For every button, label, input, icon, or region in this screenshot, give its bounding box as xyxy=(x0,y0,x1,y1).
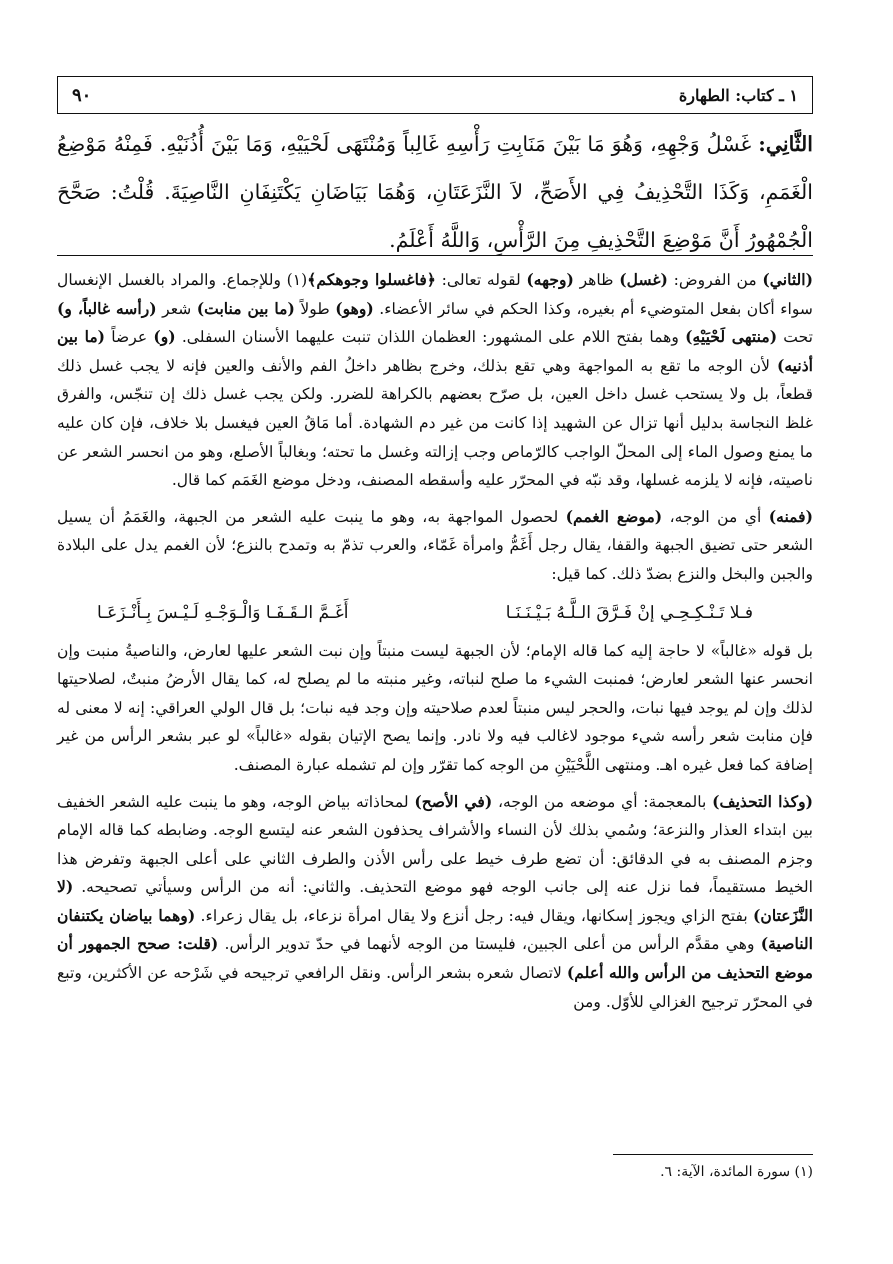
bold-term: (رأسه غالباً، و) xyxy=(57,298,157,318)
bold-term: (وجهه) xyxy=(526,270,574,289)
bold-term: (وهو) xyxy=(335,298,374,318)
poem-verse xyxy=(57,597,813,629)
bold-term: (فمنه) xyxy=(768,506,813,526)
bold-term: (و) xyxy=(153,327,176,347)
commentary-paragraph-3: بل قوله «غالباً» لا حاجة إليه كما قاله الإمام؛ لأن الجبهة ليست منبتاً وإن نبت الشعر عليها لعارض، والناصيةُ منبت وإن انحسر عنها الشعر لعارض؛ فمنبت الشيء ما صلح لنباته، وغير منبته ما لم يصلح له، كما يقال الأرضُ منبتٌ، لصلاحيتها لذلك وإن لم يوجد فيها نبات، والحجر ليس منبتاً لعدم صلاحيته وإن وجد فيه نبات؛ بل قال الولي العراقي: إنه لا معنى له فإن منابت شعر رأسه شيء موجود لاغالب فيه ولا نادر. وإنما يصح الإتيان بقوله «غالباً» لو عبر بشعر الرأس من غير إضافة كما فعل غيره اهـ. ومنتهى اللَّحْيَيْنِ من الوجه كما تقرّر وإن لم تشمله عبارة المصنف. xyxy=(57,641,813,774)
text-run: من الفروض: xyxy=(667,271,763,289)
commentary-paragraph-4 xyxy=(57,788,813,1017)
text-run: وهما بفتح اللام على المشهور: العظمان اللذان تنبت عليهما الأسنان السفلى. xyxy=(175,328,686,347)
text-run: تحت xyxy=(777,328,813,347)
text-run: بفتح الزاي ويجوز إسكانها، ويقال فيه: رجل أنزع ولا يقال امرأة نزعاء، بل يقال زعراء. xyxy=(195,906,754,925)
bold-term: (موضع الغمم) xyxy=(565,506,663,526)
bold-term: (في الأصح) xyxy=(414,791,493,811)
bold-term: (قلت: صحح الجمهور أن موضع التحذيف من الرأس والله أعلم) xyxy=(57,934,813,983)
bold-term: (وهما بياضان يكتنفان الناصية) xyxy=(57,905,813,954)
page-header xyxy=(57,76,813,114)
matn-label: الثَّانِي: xyxy=(758,132,813,156)
text-run: لاتصال شعره بشعر الرأس. ونقل الرافعي ترجيحه في شَرْحه عن الأكثرين، وتبع في المحرّر ترجيح الغزالي للأوّل. ومن xyxy=(57,964,813,1011)
bold-term: (ما بين منابت) xyxy=(196,298,295,318)
text-run: لمحاذاته بياض الوجه، وهو ما ينبت عليه الشعر الخفيف بين ابتداء العذار والنزعة؛ وسُمي بذلك لأن النساء والأشراف يحذفون الشعر عنه ليتسع الوجه. وضابطه كما قاله الإمام وجزم المصنف به في الدقائق: أن تضع طرف خيط على رأس الأذن والطرف الثاني على أعلى الجبهة وتفرض هذا الخيط مستقيماً، فما نزل عنه إلى جانب الوجه فهو موضع التحذيف. والثاني: أنه من الرأس وسيأتي تصحيحه. xyxy=(57,792,813,897)
bold-term: (غسل) xyxy=(619,270,668,289)
chapter-title: ١ ـ كتاب: الطهارة xyxy=(678,85,798,105)
quran-verse: ﴿فاغسلوا وجوهكم﴾ xyxy=(307,270,436,289)
footnote: (١) سورة المائدة، الآية: ٦. xyxy=(660,1164,813,1180)
page-number: ٩٠ xyxy=(72,84,92,106)
text-run: طولاً xyxy=(294,299,336,318)
bold-term: (لا النَّزَعتان) xyxy=(57,877,813,925)
commentary-paragraph-2 xyxy=(57,503,813,589)
poem-first-hemistich: فـلا تَـنْـكِـحِـي إنْ فَـرَّقَ الـلَّـهُ بَـيْـنَـنَـا xyxy=(505,602,753,623)
matn-body: غَسْلُ وَجْهِهِ، وَهُوَ مَا بَيْنَ مَنَابِتِ رَأْسِهِ غَالِباً وَمُنْتَهَى لَحْيَيْهِ، وَمَا بَيْنَ أُذُنَيْهِ. فَمِنْهُ مَوْضِعُ الْغَمَمِ، وَكَذَا التَّحْذِيفُ فِي الأَصَحِّ، لاَ النَّزَعَتَانِ، وَهُمَا بَيَاضَانِ يَكْتَنِفَانِ النَّاصِيَةَ. قُلْتُ: صَحَّحَ الْجُمْهُورُ أَنَّ مَوْضِعَ التَّحْذِيفِ مِنَ الرَّأْسِ، وَاللَّهُ أَعْلَمُ. xyxy=(57,132,813,252)
text-run: وهي مقدَّم الرأس من أعلى الجبين، فليستا من الوجه لأنهما في حدّ تدوير الرأس. xyxy=(218,935,761,954)
commentary-paragraph-1 xyxy=(57,266,813,495)
matn-text xyxy=(57,120,813,264)
section-divider xyxy=(57,255,813,256)
text-run: لقوله تعالى: xyxy=(435,271,527,289)
text-run: بالمعجمة: أي موضعه من الوجه، xyxy=(492,792,713,811)
bold-term: (الثاني) xyxy=(762,270,814,289)
bold-term: (ما بين أذنيه) xyxy=(57,327,813,375)
text-run: أي من الوجه، xyxy=(662,507,769,526)
bold-term: (وكذا التحذيف) xyxy=(712,791,813,811)
text-run: لأن الوجه ما تقع به المواجهة وهي تقع بذلك، وخرج بظاهر داخلُ الفم والأنف والعين فإنه لا يجب غسل ذلك قطعاً، بل ولا يستحب غسل داخل العين، بل صرّح بعضهم بالكراهة للضرر. ولكن يجب غسل ذلك إن تنجّس، والفرق غلظ النجاسة بدليل أنها تزال عن الشهيد إذا كانت من غير دم الشهادة. أما مَاقُ العين فيغسل بلا خلاف، فإن كان عليه ما يمنع وصول الماء إلى المحلّ الواجب كالرّماص وجب إزالته وغسل ما تحته؛ وبغالباً الأصلع، وهو من انحسر الشعر عن ناصيته، فإنه لا يلزمه غسلها، وقد نبّه في المحرّر عليه وأسقطه المصنف، ودخل موضع الغَمَم كما قال. xyxy=(57,356,813,490)
bold-term: (منتهى لَحْيَيْهِ) xyxy=(685,327,778,347)
footnote-divider xyxy=(613,1154,813,1155)
text-run: (١) وللإجماع. والمراد بالغسل الإنغسال سواء أكان بفعل المتوضيء أم بغيره، وكذا الحكم في سائر الأعضاء. xyxy=(57,271,814,318)
poem-second-hemistich: أَغَـمَّ الـقَـفَـا وَالْـوَجْـهِ لَـيْـسَ بِـأَنْـزَعَـا xyxy=(97,602,349,623)
commentary xyxy=(57,266,813,1024)
text-run: ظاهر xyxy=(573,271,620,289)
text-run: عرضاً xyxy=(105,328,154,347)
text-run: لحصول المواجهة به، وهو ما ينبت عليه الشعر من الجبهة، والغَمَمُ أن يسيل الشعر حتى تضيق الجبهة والقفا، يقال رجل أَغَمُّ وامرأة غَمّاء، والعرب تذمّ به وتمدح بالنزع؛ لأن الغمم يدل على البلادة والجبن والبخل والنزع بضدّ ذلك. كما قيل: xyxy=(57,507,813,583)
text-run: شعر xyxy=(156,299,197,318)
